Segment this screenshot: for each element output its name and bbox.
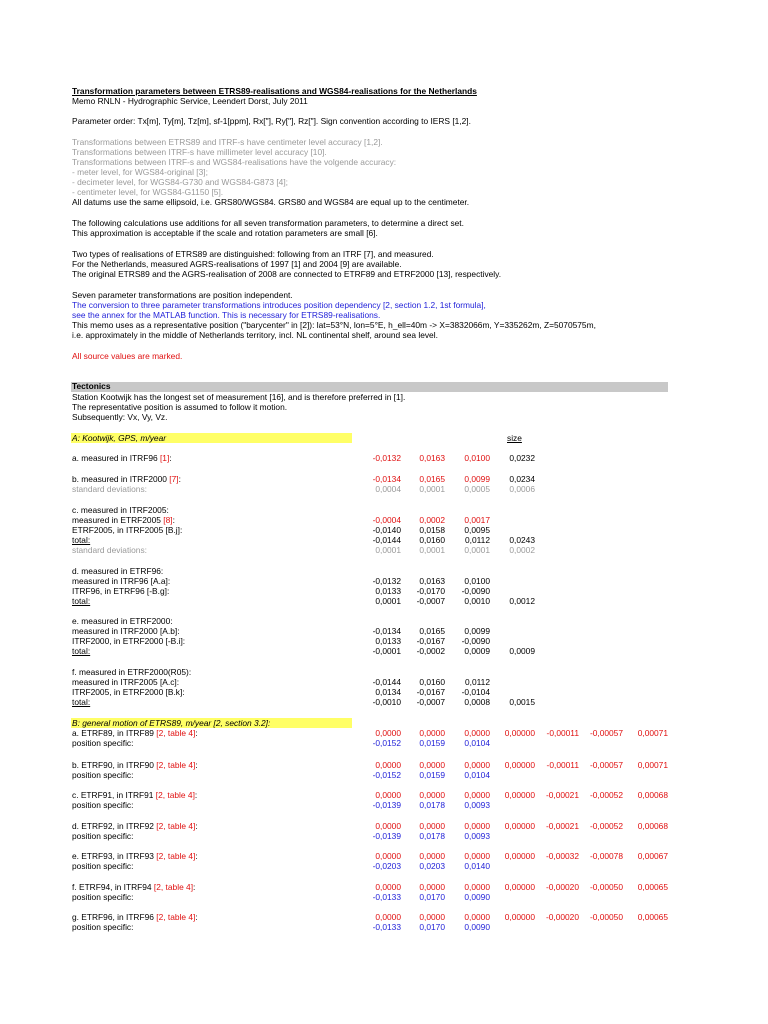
cell-value: 0,0000	[419, 851, 445, 861]
cell-value: 0,0170	[419, 892, 445, 902]
cell-size: 0,0002	[509, 545, 535, 555]
cell-value: 0,0000	[419, 728, 445, 738]
cell-value: -0,0001	[372, 646, 401, 656]
cell-value: -0,00078	[589, 851, 623, 861]
gray-line: Transformations between ITRF-s and WGS84-realisations have the volgende accuracy:	[72, 157, 397, 167]
cell-value: -0,0134	[372, 626, 401, 636]
cell-size: 0,0243	[509, 535, 535, 545]
cell-value: 0,0104	[464, 738, 490, 748]
row-label: total:	[72, 697, 91, 707]
cell-value: 0,0008	[464, 697, 490, 707]
cell-value: -0,0167	[416, 636, 445, 646]
gray-line: Transformations between ETRS89 and ITRF-s have centimeter level accuracy [1,2].	[72, 137, 383, 147]
cell-value: 0,0000	[464, 790, 490, 800]
cell-value: 0,0133	[375, 636, 401, 646]
cell-value: 0,0100	[464, 576, 490, 586]
cell-value: 0,0158	[419, 525, 445, 535]
tectonics-line: Subsequently: Vx, Vy, Vz.	[72, 412, 168, 422]
size-header: size	[507, 433, 522, 443]
cell-value: -0,0132	[372, 576, 401, 586]
parameter-order: Parameter order: Tx[m], Ty[m], Tz[m], sf-1[ppm], Rx["], Ry["], Rz["]. Sign convention according to IERS [1,2].	[72, 116, 471, 126]
cell-value: 0,0000	[419, 760, 445, 770]
cell-value: -0,00021	[545, 821, 579, 831]
cell-value: 0,0090	[464, 922, 490, 932]
cell-value: 0,0001	[375, 545, 401, 555]
cell-value: 0,00067	[637, 851, 668, 861]
row-label: total:	[72, 535, 91, 545]
datum-line: All datums use the same ellipsoid, i.e. GRS80/WGS84. GRS80 and WGS84 are equal up to the centimeter.	[72, 197, 470, 207]
cell-value: 0,0099	[464, 626, 490, 636]
cell-value: 0,00068	[637, 821, 668, 831]
cell-value: 0,0000	[464, 760, 490, 770]
cell-value: 0,0093	[464, 800, 490, 810]
row-label: total:	[72, 646, 91, 656]
cell-value: 0,0001	[464, 545, 490, 555]
cell-value: -0,0090	[461, 586, 490, 596]
cell-value: 0,00071	[637, 760, 668, 770]
cell-value: 0,0000	[375, 912, 401, 922]
blue-note: The conversion to three parameter transformations introduces position dependency [2, section 1.2, 1st formula],	[72, 300, 486, 310]
row-label: position specific:	[72, 922, 134, 932]
row-label: standard deviations:	[72, 484, 147, 494]
cell-value: 0,0000	[375, 882, 401, 892]
cell-value: 0,0000	[464, 912, 490, 922]
cell-value: 0,0163	[419, 453, 445, 463]
types-line: Two types of realisations of ETRS89 are distinguished: following from an ITRF [7], and measured.	[72, 249, 434, 259]
cell-value: -0,0104	[461, 687, 490, 697]
cell-value: 0,0178	[419, 800, 445, 810]
section-b-title: B: general motion of ETRS89, m/year [2, section 3.2]:	[72, 718, 271, 728]
row-label: ETRF2005, in ITRF2005 [B.j]:	[72, 525, 183, 535]
cell-value: -0,00052	[589, 790, 623, 800]
cell-value: 0,0112	[465, 677, 490, 687]
row-label: ITRF2005, in ETRF2000 [B.k]:	[72, 687, 185, 697]
row-label: position specific:	[72, 770, 134, 780]
cell-value: 0,0159	[419, 738, 445, 748]
cell-value: 0,00000	[504, 851, 535, 861]
cell-value: -0,0152	[372, 738, 401, 748]
cell-value: -0,00020	[545, 882, 579, 892]
cell-value: 0,00000	[504, 760, 535, 770]
cell-value: 0,00065	[637, 882, 668, 892]
cell-value: 0,0000	[419, 790, 445, 800]
section-a-title: A: Kootwijk, GPS, m/year	[72, 433, 167, 443]
memo-uses-line: This memo uses as a representative position ("barycenter" in [2]): lat=53°N, lon=5°E, h_ell=40m -> X=3832066m, Y=335262m, Z=5070575m,	[72, 320, 596, 330]
cell-value: 0,0203	[419, 861, 445, 871]
cell-value: 0,0095	[464, 525, 490, 535]
cell-value: 0,0000	[464, 882, 490, 892]
cell-value: 0,0104	[464, 770, 490, 780]
row-label: a. measured in ITRF96 [1]:	[72, 453, 172, 463]
row-label: b. ETRF90, in ITRF90 [2, table 4]:	[72, 760, 198, 770]
cell-value: 0,0000	[419, 912, 445, 922]
cell-value: 0,0099	[464, 474, 490, 484]
cell-value: -0,00032	[545, 851, 579, 861]
cell-value: 0,0160	[419, 535, 445, 545]
cell-value: -0,0134	[372, 474, 401, 484]
blue-note: see the annex for the MATLAB function. This is necessary for ETRS89-realisations.	[72, 310, 381, 320]
cell-value: -0,00050	[589, 912, 623, 922]
cell-size: 0,0009	[509, 646, 535, 656]
cell-size: 0,0015	[509, 697, 535, 707]
additions-line: This approximation is acceptable if the scale and rotation parameters are small [6].	[72, 228, 378, 238]
cell-value: 0,0000	[419, 821, 445, 831]
cell-value: 0,00000	[504, 882, 535, 892]
tectonics-line: The representative position is assumed to follow it motion.	[72, 402, 288, 412]
row-label: ITRF2000, in ETRF2000 [-B.i]:	[72, 636, 186, 646]
cell-value: 0,0000	[419, 882, 445, 892]
cell-value: -0,0144	[372, 677, 401, 687]
cell-value: 0,0090	[464, 892, 490, 902]
cell-value: 0,0001	[375, 596, 401, 606]
cell-value: -0,00052	[589, 821, 623, 831]
cell-value: 0,0133	[375, 586, 401, 596]
seven-param-line: Seven parameter transformations are position independent.	[72, 290, 293, 300]
cell-value: 0,0001	[419, 545, 445, 555]
row-label: total:	[72, 596, 91, 606]
cell-value: 0,0160	[419, 677, 445, 687]
cell-value: -0,0133	[372, 892, 401, 902]
tectonics-heading: Tectonics	[72, 381, 111, 391]
cell-value: -0,00020	[545, 912, 579, 922]
cell-value: 0,0002	[419, 515, 445, 525]
memo-uses-line: i.e. approximately in the middle of Netherlands territory, incl. NL continental shelf, around sea level.	[72, 330, 438, 340]
cell-value: 0,0000	[375, 821, 401, 831]
cell-value: 0,0140	[464, 861, 490, 871]
source-note: All source values are marked.	[72, 351, 183, 361]
row-label: e. ETRF93, in ITRF93 [2, table 4]:	[72, 851, 198, 861]
row-label: f. ETRF94, in ITRF94 [2, table 4]:	[72, 882, 196, 892]
tectonics-header-bar	[71, 382, 668, 392]
cell-value: -0,0002	[416, 646, 445, 656]
cell-value: 0,0000	[375, 851, 401, 861]
cell-value: 0,0000	[375, 760, 401, 770]
cell-value: 0,0001	[419, 484, 445, 494]
cell-value: -0,0139	[372, 800, 401, 810]
cell-value: 0,0010	[464, 596, 490, 606]
cell-value: -0,0007	[416, 596, 445, 606]
row-label: g. ETRF96, in ITRF96 [2, table 4]:	[72, 912, 198, 922]
cell-value: -0,0140	[372, 525, 401, 535]
cell-value: 0,0000	[464, 821, 490, 831]
cell-value: -0,0167	[416, 687, 445, 697]
cell-value: -0,0144	[372, 535, 401, 545]
row-label: c. ETRF91, in ITRF91 [2, table 4]:	[72, 790, 198, 800]
tectonics-line: Station Kootwijk has the longest set of measurement [16], and is therefore preferred in [1].	[72, 392, 406, 402]
row-label: measured in ETRF2005 [8]:	[72, 515, 175, 525]
cell-value: -0,0170	[416, 586, 445, 596]
cell-value: -0,0004	[372, 515, 401, 525]
cell-value: 0,0000	[375, 790, 401, 800]
cell-value: 0,0170	[419, 922, 445, 932]
cell-value: 0,0000	[464, 728, 490, 738]
cell-value: -0,0139	[372, 831, 401, 841]
row-label: a. ETRF89, in ITRF89 [2, table 4]:	[72, 728, 198, 738]
row-heading: f. measured in ETRF2000(R05):	[72, 667, 192, 677]
cell-size: 0,0232	[509, 453, 535, 463]
cell-size: 0,0006	[509, 484, 535, 494]
cell-value: 0,00071	[637, 728, 668, 738]
additions-line: The following calculations use additions for all seven transformation parameters, to determine a direct set.	[72, 218, 464, 228]
cell-value: -0,00057	[589, 728, 623, 738]
cell-value: 0,0000	[464, 851, 490, 861]
cell-value: 0,0134	[375, 687, 401, 697]
cell-value: 0,0004	[375, 484, 401, 494]
row-label: position specific:	[72, 800, 134, 810]
cell-value: -0,0090	[461, 636, 490, 646]
row-label: ITRF96, in ETRF96 [-B.g]:	[72, 586, 170, 596]
cell-value: 0,0005	[464, 484, 490, 494]
row-label: b. measured in ITRF2000 [7]:	[72, 474, 181, 484]
cell-value: 0,0009	[464, 646, 490, 656]
cell-value: -0,00057	[589, 760, 623, 770]
memo-line: Memo RNLN - Hydrographic Service, Leendert Dorst, July 2011	[72, 96, 308, 106]
cell-value: -0,00021	[545, 790, 579, 800]
gray-line: - centimeter level, for WGS84-G1150 [5].	[72, 187, 224, 197]
cell-value: 0,00000	[504, 912, 535, 922]
gray-line: - decimeter level, for WGS84-G730 and WGS84-G873 [4];	[72, 177, 288, 187]
row-label: position specific:	[72, 738, 134, 748]
cell-value: 0,00000	[504, 728, 535, 738]
row-heading: c. measured in ITRF2005:	[72, 505, 169, 515]
cell-value: 0,00065	[637, 912, 668, 922]
row-label: d. ETRF92, in ITRF92 [2, table 4]:	[72, 821, 198, 831]
row-label: position specific:	[72, 831, 134, 841]
cell-value: -0,00011	[546, 760, 579, 770]
row-label: position specific:	[72, 861, 134, 871]
row-label: measured in ITRF2000 [A.b]:	[72, 626, 180, 636]
cell-value: 0,0165	[419, 474, 445, 484]
cell-value: 0,0165	[419, 626, 445, 636]
cell-value: 0,0159	[419, 770, 445, 780]
types-line: For the Netherlands, measured AGRS-realisations of 1997 [1] and 2004 [9] are available.	[72, 259, 402, 269]
cell-value: 0,0178	[419, 831, 445, 841]
cell-value: -0,00011	[546, 728, 579, 738]
cell-value: 0,00000	[504, 821, 535, 831]
cell-value: 0,0163	[419, 576, 445, 586]
cell-value: -0,0152	[372, 770, 401, 780]
cell-value: -0,0203	[372, 861, 401, 871]
cell-value: -0,00050	[589, 882, 623, 892]
types-line: The original ETRS89 and the AGRS-realisation of 2008 are connected to ETRF89 and ETRF2000 [13], respectively.	[72, 269, 502, 279]
row-label: measured in ITRF2005 [A.c]:	[72, 677, 180, 687]
gray-line: Transformations between ITRF-s have millimeter level accuracy [10].	[72, 147, 327, 157]
row-heading: d. measured in ETRF96:	[72, 566, 164, 576]
row-label: position specific:	[72, 892, 134, 902]
cell-value: 0,0112	[465, 535, 490, 545]
cell-size: 0,0012	[509, 596, 535, 606]
cell-value: 0,0093	[464, 831, 490, 841]
cell-value: 0,00000	[504, 790, 535, 800]
cell-value: -0,0010	[372, 697, 401, 707]
document-title: Transformation parameters between ETRS89-realisations and WGS84-realisations for the Netherlands	[72, 86, 477, 96]
cell-value: 0,0000	[375, 728, 401, 738]
row-label: measured in ITRF96 [A.a]:	[72, 576, 171, 586]
cell-value: -0,0007	[416, 697, 445, 707]
row-label: standard deviations:	[72, 545, 147, 555]
cell-value: -0,0133	[372, 922, 401, 932]
cell-value: 0,00068	[637, 790, 668, 800]
cell-value: -0,0132	[372, 453, 401, 463]
cell-value: 0,0017	[464, 515, 490, 525]
cell-value: 0,0100	[464, 453, 490, 463]
row-heading: e. measured in ETRF2000:	[72, 616, 173, 626]
cell-size: 0,0234	[509, 474, 535, 484]
gray-line: - meter level, for WGS84-original [3];	[72, 167, 208, 177]
